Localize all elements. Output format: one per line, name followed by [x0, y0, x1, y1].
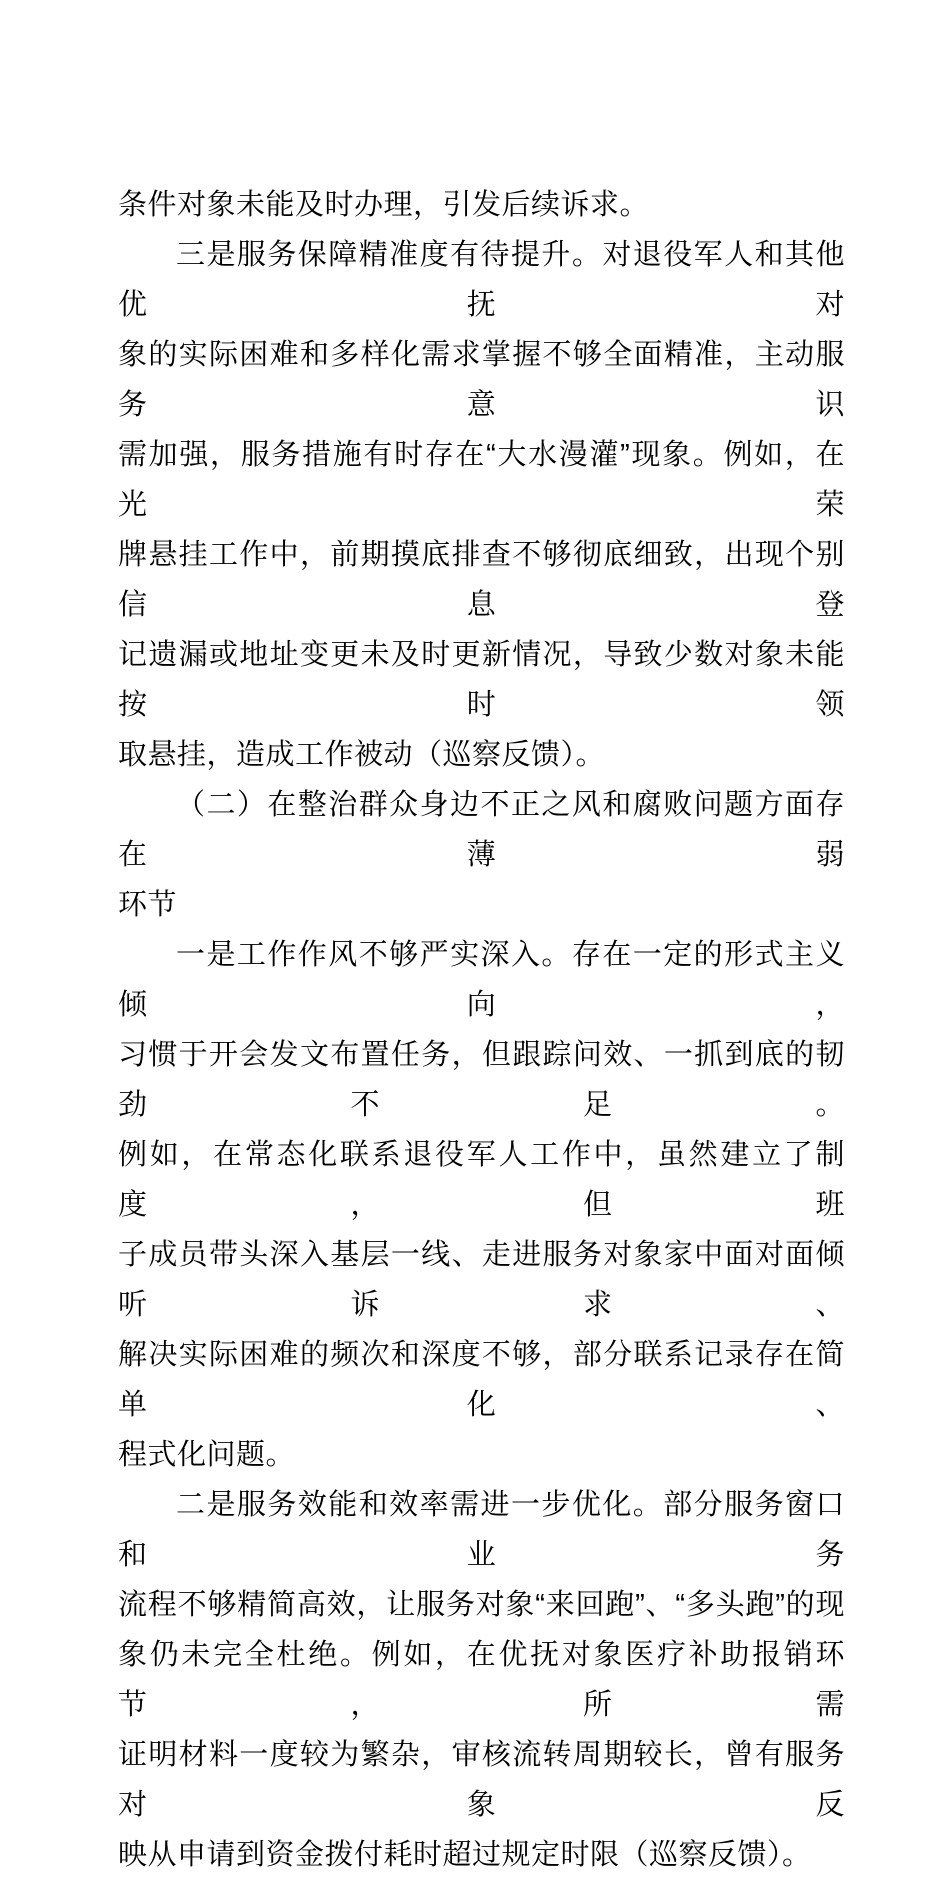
- text-line: 一是工作作风不够严实深入。存在一定的形式主义倾向，: [118, 939, 845, 1021]
- text-line: 象的实际困难和多样化需求掌握不够全面精准，主动服务意识: [118, 339, 845, 421]
- text-line: （二）在整治群众身边不正之风和腐败问题方面存在薄弱: [118, 789, 845, 871]
- text-line: 例如，在常态化联系退役军人工作中，虽然建立了制度，但班: [118, 1139, 845, 1221]
- text-line: 程式化问题。: [118, 1439, 296, 1471]
- text-line: 解决实际困难的频次和深度不够，部分联系记录存在简单化、: [118, 1339, 845, 1421]
- text-line: 象仍未完全杜绝。例如，在优抚对象医疗补助报销环节，所需: [118, 1639, 845, 1721]
- text-line: 牌悬挂工作中，前期摸底排查不够彻底细致，出现个别信息登: [118, 539, 845, 621]
- text-line: 三是服务保障精准度有待提升。对退役军人和其他优抚对: [118, 239, 845, 321]
- text-line: 条件对象未能及时办理，引发后续诉求。: [118, 189, 650, 221]
- text-line: 二是服务效能和效率需进一步优化。部分服务窗口和业务: [118, 1489, 845, 1571]
- text-line: 习惯于开会发文布置任务，但跟踪问效、一抓到底的韧劲不足。: [118, 1039, 845, 1121]
- text-line: 映从申请到资金拨付耗时超过规定时限（巡察反馈）。: [118, 1839, 812, 1871]
- text-line: 取悬挂，造成工作被动（巡察反馈）。: [118, 739, 606, 771]
- text-line: 环节: [118, 889, 178, 921]
- text-line: 流程不够精简高效，让服务对象“来回跑”、“多头跑”的现: [118, 1589, 845, 1621]
- text-line: 需加强，服务措施有时存在“大水漫灌”现象。例如，在光荣: [118, 439, 845, 521]
- text-line: 记遗漏或地址变更未及时更新情况，导致少数对象未能按时领: [118, 639, 845, 721]
- text-line: 子成员带头深入基层一线、走进服务对象家中面对面倾听诉求、: [118, 1239, 845, 1321]
- document-body: [118, 180, 845, 1880]
- text-line: 证明材料一度较为繁杂，审核流转周期较长，曾有服务对象反: [118, 1739, 845, 1821]
